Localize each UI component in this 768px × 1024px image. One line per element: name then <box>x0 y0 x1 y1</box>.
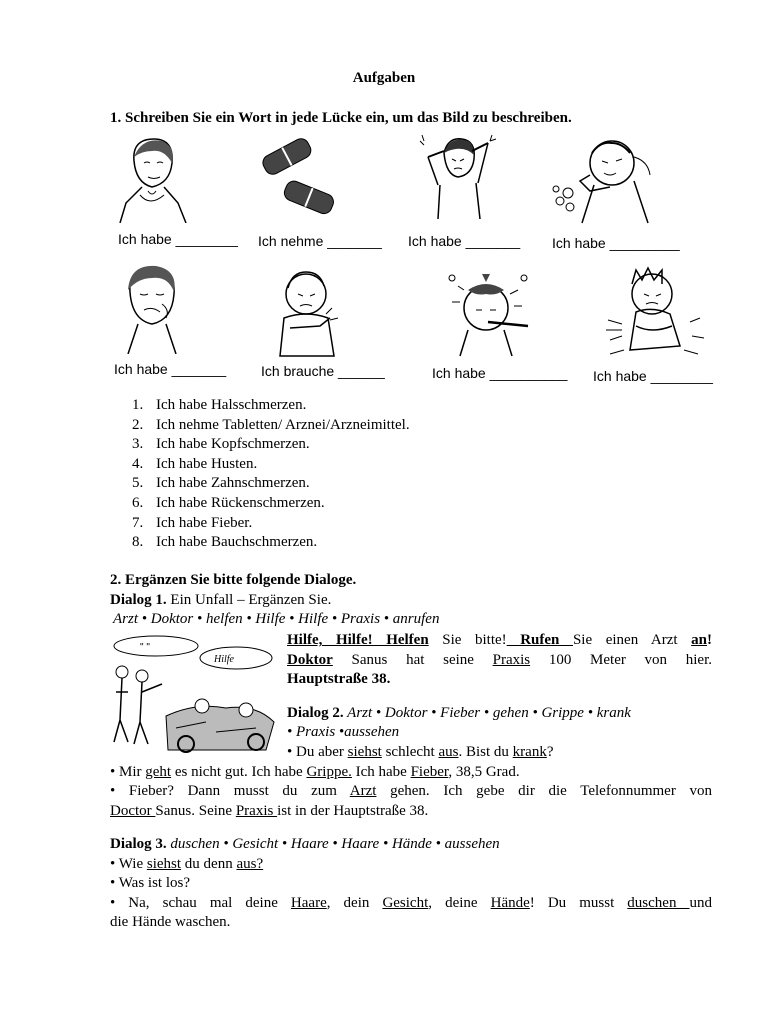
caption-2: Ich nehme _______ <box>258 233 382 249</box>
caption-5: Ich habe _______ <box>114 361 227 377</box>
dialog3-line3: • Na, schau mal deine Haare, dein Gesicht, deine Hände! Du musst duschen und <box>110 895 713 911</box>
dialog2-line2: • Mir geht es nicht gut. Ich habe Grippe. Ich habe Fieber, 38,5 Grad. <box>110 764 520 780</box>
bubble-text: Hilfe <box>214 654 234 665</box>
task2-heading: 2. Ergänzen Sie bitte folgende Dialoge. <box>110 572 357 588</box>
dialog1-line2: Doktor Sanus hat seine Praxis 100 Meter von hier. <box>287 652 712 668</box>
sore-throat-illustration <box>112 133 192 223</box>
list-item: 1. Ich habe Halsschmerzen. <box>132 397 307 413</box>
caption-1: Ich habe ________ <box>118 231 238 247</box>
dialog3-line1: • Wie siehst du denn aus? <box>110 856 264 872</box>
dialog1-word-bank: Arzt • Doktor • helfen • Hilfe • Hilfe • Praxis • anrufen <box>113 611 440 627</box>
list-item: 3. Ich habe Kopfschmerzen. <box>132 436 310 453</box>
list-item: 7. Ich habe Fieber. <box>132 514 253 531</box>
dialog2-line4: Doctor Sanus. Seine Praxis ist in der Hauptstraße 38. <box>110 803 429 819</box>
dialog2-title: Dialog 2. Arzt • Doktor • Fieber • gehen • Grippe • krank <box>287 705 631 721</box>
caption-8: Ich habe ________ <box>593 368 713 384</box>
dialog2-line1: • Du aber siehst schlecht aus. Bist du krank? <box>287 744 554 760</box>
task1-heading: 1. Schreiben Sie ein Wort in jede Lücke ein, um das Bild zu beschreiben. <box>110 110 572 126</box>
caption-4: Ich habe _________ <box>552 235 680 251</box>
headache-illustration <box>418 133 498 219</box>
answer-list <box>132 396 410 553</box>
list-item: 2. Ich nehme Tabletten/ Arznei/Arzneimittel. <box>132 416 410 433</box>
page-title: Aufgaben <box>352 70 416 86</box>
dialog3-line2: • Was ist los? <box>110 875 191 891</box>
svg-text:" ": " " <box>140 642 150 653</box>
dialog2-word-bank: • Praxis •aussehen <box>287 724 400 740</box>
dialog1-title: Dialog 1. Ein Unfall – Ergänzen Sie. <box>110 592 332 608</box>
dialog1-line3: Hauptstraße 38. <box>287 671 391 687</box>
dialog3-line4: die Hände waschen. <box>110 914 231 930</box>
dialog3-title: Dialog 3. duschen • Gesicht • Haare • Haare • Hände • aussehen <box>110 836 500 852</box>
list-item: 5. Ich habe Zahnschmerzen. <box>132 475 310 492</box>
list-item: 6. Ich habe Rückenschmerzen. <box>132 494 325 511</box>
dialog2-line3: • Fieber? Dann musst du zum Arzt gehen. Ich gebe dir die Telefonnummer von <box>110 783 712 799</box>
toothache-illustration <box>112 264 192 354</box>
tablets-illustration <box>256 135 340 219</box>
dialog1-line1: Hilfe, Hilfe! Helfen Sie bitte! Rufen Sie einen Arzt an! <box>287 632 712 648</box>
list-item: 8. Ich habe Bauchschmerzen. <box>132 534 318 551</box>
list-item: 4. Ich habe Husten. <box>132 455 258 472</box>
stomachache-illustration <box>600 266 710 356</box>
cough-illustration <box>550 135 668 225</box>
fever-illustration <box>438 266 538 358</box>
accident-illustration <box>106 632 282 754</box>
caption-3: Ich habe _______ <box>408 233 521 249</box>
backache-illustration <box>270 268 350 358</box>
caption-6: Ich brauche ______ <box>261 363 385 379</box>
caption-7: Ich habe __________ <box>432 365 568 381</box>
